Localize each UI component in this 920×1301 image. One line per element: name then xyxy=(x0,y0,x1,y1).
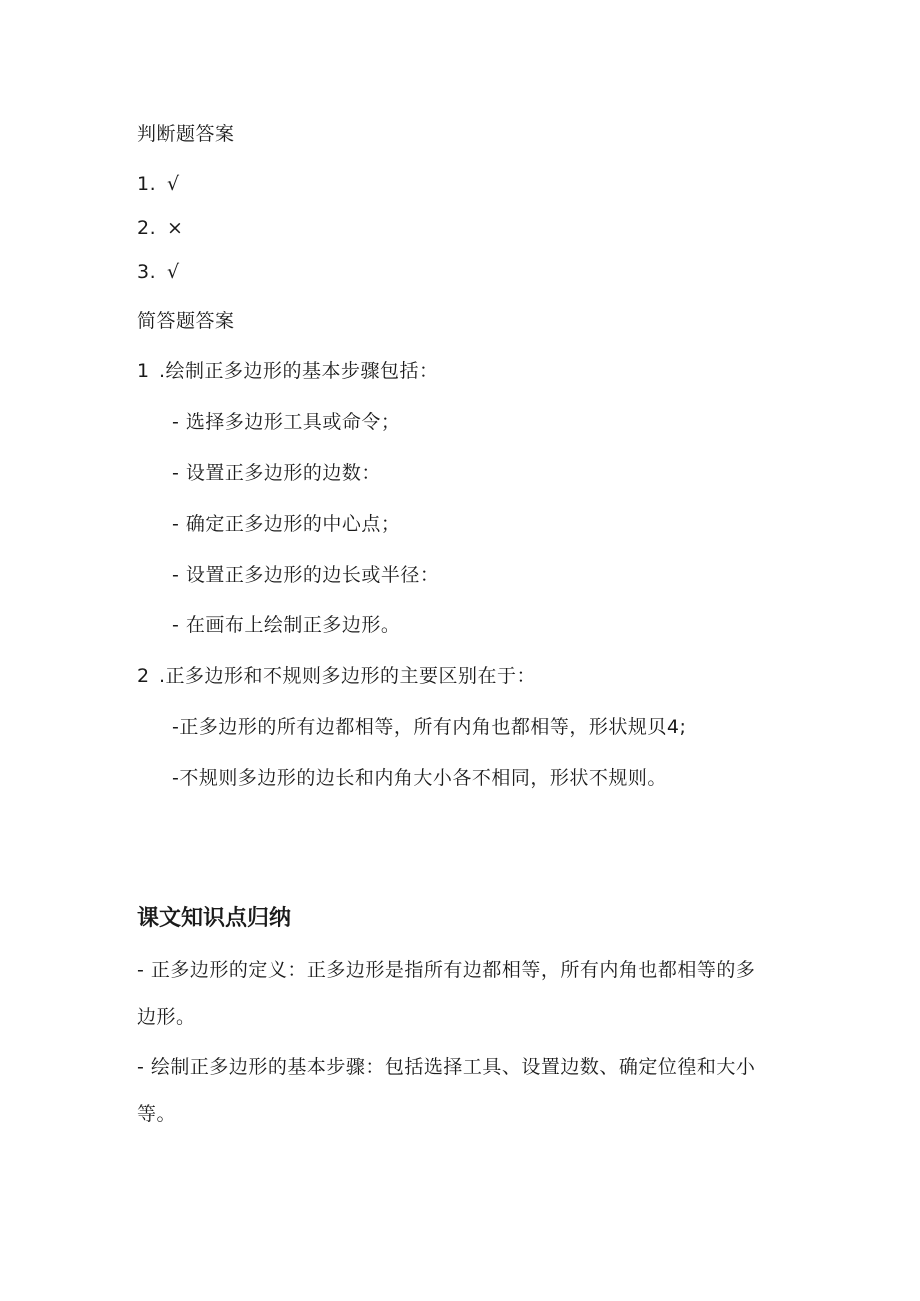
tf-answer-mark: × xyxy=(167,217,184,239)
q1-bullet: - 在画布上绘制正多边形。 xyxy=(172,614,401,636)
tf-answer-item xyxy=(137,260,180,284)
question-number: 2 xyxy=(137,665,150,687)
summary-point-line: 等。 xyxy=(137,1103,177,1125)
summary-point-line: - 正多边形的定义：正多边形是指所有边都相等，所有内角也都相等的多 xyxy=(137,959,756,981)
tf-answer-mark: √ xyxy=(167,261,180,283)
tf-answer-item xyxy=(137,172,180,196)
question-text: .正多边形和不规则多边形的主要区别在于： xyxy=(159,665,537,687)
short-question-2 xyxy=(137,664,536,688)
q1-bullet: - 设置正多边形的边长或半径： xyxy=(172,564,440,586)
q1-bullet: - 选择多边形工具或命令； xyxy=(172,411,401,433)
tf-answer-number: 3. xyxy=(137,261,157,283)
tf-section-title: 判断题答案 xyxy=(137,123,235,145)
question-number: 1 xyxy=(137,360,150,382)
summary-section-title: 课文知识点归纳 xyxy=(137,906,292,931)
tf-answer-number: 2. xyxy=(137,217,157,239)
q1-bullet: - 设置正多边形的边数： xyxy=(172,462,381,484)
tf-answer-item xyxy=(137,216,183,240)
q1-bullet: - 确定正多边形的中心点； xyxy=(172,513,401,535)
q2-bullet: -正多边形的所有边都相等，所有内角也都相等，形状规贝4; xyxy=(172,716,687,738)
summary-point-line: 边形。 xyxy=(137,1006,196,1028)
summary-point-line: - 绘制正多边形的基本步骤：包括选择工具、设置边数、确定位徨和大小 xyxy=(137,1056,756,1078)
tf-answer-number: 1. xyxy=(137,173,157,195)
question-text: .绘制正多边形的基本步骤包括： xyxy=(159,360,439,382)
short-section-title: 简答题答案 xyxy=(137,310,235,332)
tf-answer-mark: √ xyxy=(167,173,180,195)
short-question-1 xyxy=(137,359,439,383)
q2-bullet: -不规则多边形的边长和内角大小各不相同，形状不规则。 xyxy=(172,767,667,789)
